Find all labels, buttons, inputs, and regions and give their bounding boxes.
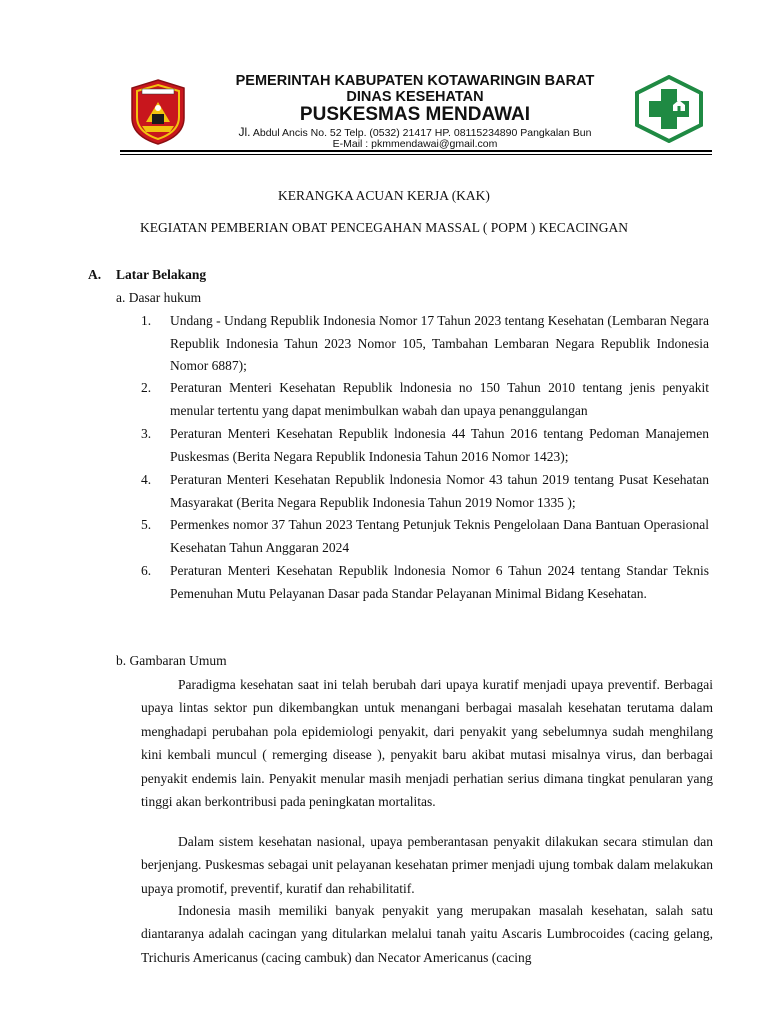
- header-facility: PUSKESMAS MENDAWAI: [299, 104, 531, 125]
- law-number: 6.: [141, 563, 152, 578]
- subsection-legal-basis: a. Dasar hukum: [116, 290, 202, 305]
- header-department: DINAS KESEHATAN: [346, 89, 484, 105]
- law-item: Peraturan Menteri Kesehatan Republik lndonesia no 150 Tahun 2010 tentang jenis penyakit menular tertentu yang dapat menimbulkan wabah dan upaya penanggulangan: [170, 380, 709, 418]
- letterhead-divider-thin: [120, 154, 712, 155]
- law-number: 1.: [141, 313, 152, 328]
- header-government: PEMERINTAH KABUPATEN KOTAWARINGIN BARAT: [235, 73, 595, 89]
- letterhead-divider: [120, 150, 712, 152]
- section-heading: Latar Belakang: [116, 267, 207, 282]
- document-subtitle: KEGIATAN PEMBERIAN OBAT PENCEGAHAN MASSAL ( POPM ) KECACINGAN: [140, 220, 628, 235]
- law-item: Peraturan Menteri Kesehatan Republik lndonesia 44 Tahun 2016 tentang Pedoman Manajemen Puskesmas (Berita Negara Republik Indonesia Tahun 2016 Nomor 1423);: [170, 426, 709, 464]
- law-number: 4.: [141, 472, 152, 487]
- address-prefix: Jl.: [238, 125, 251, 139]
- law-number: 3.: [141, 426, 152, 441]
- regency-emblem-icon: [128, 78, 188, 146]
- law-number: 2.: [141, 380, 152, 395]
- header-email: E-Mail : pkmmendawai@gmail.com: [332, 138, 498, 150]
- body-paragraph: Paradigma kesehatan saat ini telah berubah dari upaya kuratif menjadi upaya preventif. Berbagai upaya lintas sektor pun dikembangkan untuk menangani berbagai masalah kesehatan terutama dalam menghadapi perubahan pola epidemiologi penyakit, dari penyakit yang sebelumnya sudah menghilang kini kembali muncul ( remerging disease ), penyakit baru akibat mutasi misalnya virus, dan berbagai penyakit endemis lain. Penyakit menular masih menjadi perhatian serius dimana tingkat penularan yang tinggi akan berkontribusi pada peningkatan mortalitas.: [141, 677, 713, 810]
- address-text: Abdul Ancis No. 52 Telp. (0532) 21417 HP. 08115234890 Pangkalan Bun: [252, 127, 592, 139]
- subsection-overview: b. Gambaran Umum: [116, 653, 227, 668]
- section-letter: A.: [88, 267, 102, 282]
- body-paragraph: Dalam sistem kesehatan nasional, upaya pemberantasan penyakit dilakukan secara stimulan dan berjenjang. Puskesmas sebagai unit pelayanan kesehatan primer menjadi ujung tombak dalam melakukan upaya promotif, preventif, kuratif dan rehabilitatif.: [141, 834, 713, 896]
- law-item: Permenkes nomor 37 Tahun 2023 Tentang Petunjuk Teknis Pengelolaan Dana Bantuan Operasional Kesehatan Tahun Anggaran 2024: [170, 517, 709, 555]
- law-item: Peraturan Menteri Kesehatan Republik lndonesia Nomor 43 tahun 2019 tentang Pusat Kesehatan Masyarakat (Berita Negara Republik Indonesia Tahun 2019 Nomor 1335 );: [170, 472, 709, 510]
- body-paragraph: Indonesia masih memiliki banyak penyakit yang merupakan masalah kesehatan, salah satu diantaranya adalah cacingan yang ditularkan melalui tanah yaitu Ascaris Lumbrocoides (cacing gelang, Trichuris Americanus (cacing cambuk) dan Necator Americanus (cacing: [141, 903, 713, 965]
- law-item: Peraturan Menteri Kesehatan Republik lndonesia Nomor 6 Tahun 2024 tentang Standar Teknis Pemenuhan Mutu Pelayanan Dasar pada Standar Pelayanan Minimal Bidang Kesehatan.: [170, 563, 709, 601]
- puskesmas-cross-icon: [633, 75, 705, 143]
- header-address: [205, 125, 625, 139]
- law-number: 5.: [141, 517, 152, 532]
- document-title: KERANGKA ACUAN KERJA (KAK): [278, 188, 490, 203]
- law-item: Undang - Undang Republik Indonesia Nomor 17 Tahun 2023 tentang Kesehatan (Lembaran Negara Republik Indonesia Tahun 2023 Nomor 105, Tambahan Lembaran Negara Republik Indonesia Nomor 6887);: [170, 313, 709, 373]
